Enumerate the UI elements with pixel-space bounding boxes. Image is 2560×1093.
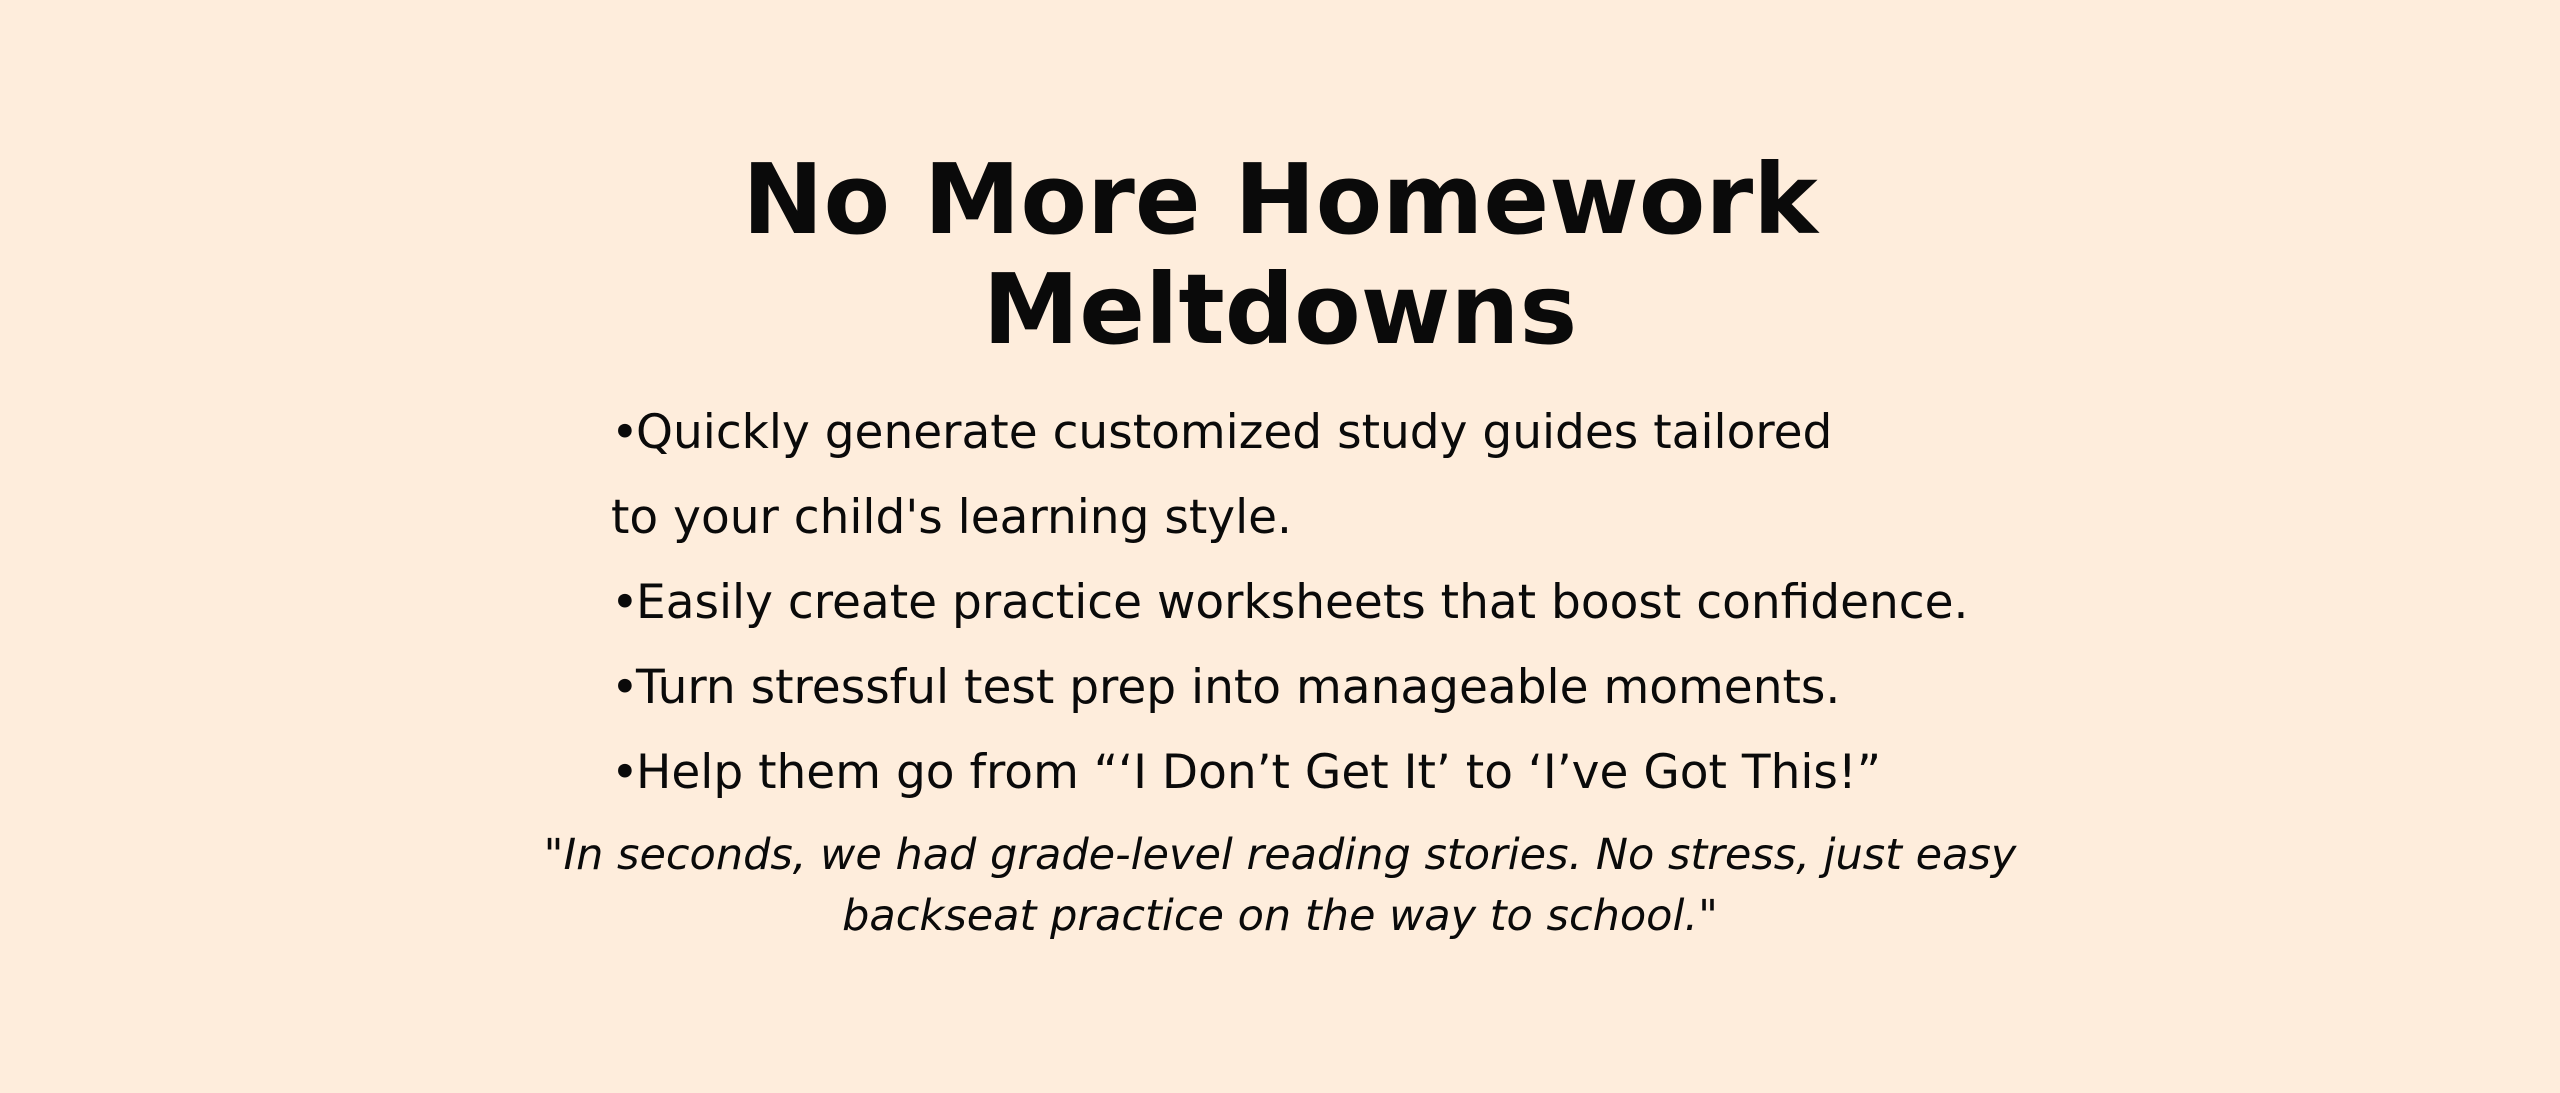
list-item-text: Quickly generate customized study guides tailored — [636, 405, 1833, 460]
benefit-list — [611, 390, 2061, 815]
testimonial-line-2: backseat practice on the way to school." — [842, 891, 1718, 941]
list-item-text: Turn stressful test prep into manageable moments. — [636, 660, 1841, 715]
bullet-marker: • — [611, 745, 639, 800]
headline-line-1: No More Homework — [742, 143, 1818, 256]
testimonial-line-1: "In seconds, we had grade-level reading stories. No stress, just easy — [543, 830, 2017, 880]
headline-line-2: Meltdowns — [982, 253, 1578, 366]
list-item — [611, 730, 2061, 815]
bullet-marker: • — [611, 405, 639, 460]
bullet-marker: • — [611, 575, 639, 630]
bullet-marker: • — [611, 660, 639, 715]
list-item — [611, 390, 2061, 475]
list-item-text: Easily create practice worksheets that boost confidence. — [636, 575, 1969, 630]
list-item — [611, 645, 2061, 730]
testimonial-quote — [0, 825, 2560, 947]
list-item-text: Help them go from “‘I Don’t Get It’ to ‘I’ve Got This!” — [636, 745, 1882, 800]
headline — [0, 145, 2560, 365]
list-item — [611, 560, 2061, 645]
list-item-continuation: to your child's learning style. — [611, 490, 1292, 545]
